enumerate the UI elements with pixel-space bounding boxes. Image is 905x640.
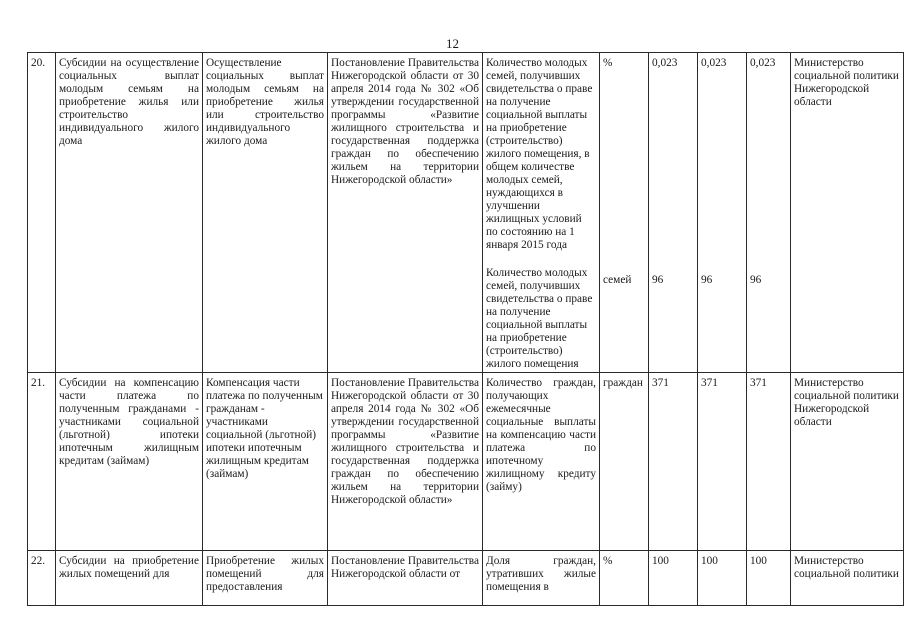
- indicator-value: 96: [750, 274, 762, 286]
- subsidy-name: Субсидии на компенсацию части платежа по полученным гражданами - участниками социальной (льготной) ипотеки ипотечным жилищным кредитам (займам): [56, 373, 203, 551]
- row-number: 21.: [28, 373, 56, 551]
- indicator-unit: %: [603, 57, 613, 69]
- indicator-value: 100: [649, 551, 698, 606]
- subsidy-purpose: Осуществление социальных выплат молодым семьям на приобретение жилья или строительство индивидуального жилого дома: [203, 53, 328, 373]
- indicator-cell: [483, 53, 600, 373]
- indicator-value: 96: [652, 274, 664, 286]
- ministry: Министерство социальной политики Нижегородской области: [791, 373, 904, 551]
- indicator-value: 96: [701, 274, 713, 286]
- indicator-unit: %: [600, 551, 649, 606]
- indicator-value: 100: [747, 551, 791, 606]
- value-cell: [747, 53, 791, 373]
- subsidy-purpose: Компенсация части платежа по полученным гражданам - участниками социальной (льготной) ипотеки ипотечным жилищным кредитам (займам): [203, 373, 328, 551]
- subsidy-name: Субсидии на осуществление социальных выплат молодым семьям на приобретение жилья или строительство индивидуального жилого дома: [56, 53, 203, 373]
- indicator-value: 371: [649, 373, 698, 551]
- ministry: Министерство социальной политики Нижегородской области: [791, 53, 904, 373]
- table-row: [28, 551, 904, 606]
- table-row: [28, 53, 904, 373]
- value-cell: [649, 53, 698, 373]
- indicator-value: 0,023: [652, 57, 678, 69]
- indicator-unit: граждан: [600, 373, 649, 551]
- row-number: 22.: [28, 551, 56, 606]
- indicator-value: 0,023: [701, 57, 727, 69]
- regulation: Постановление Правительства Нижегородской области от 30 апреля 2014 года № 302 «Об утверждении государственной программы «Развитие жилищного строительства и государственная поддержка граждан по обеспечению жильем на территории Нижегородской области»: [328, 53, 483, 373]
- indicator-unit: семей: [603, 274, 632, 286]
- page-number: 12: [446, 36, 459, 51]
- indicator-name: Количество граждан, получающих ежемесячные социальные выплаты на компенсацию части платежа по ипотечному жилищному кредиту (займу): [483, 373, 600, 551]
- row-number: 20.: [28, 53, 56, 373]
- table-row: [28, 373, 904, 551]
- indicator-value: 0,023: [750, 57, 776, 69]
- indicator-value: 371: [698, 373, 747, 551]
- subsidy-table: [27, 52, 904, 606]
- indicator-name: Количество молодых семей, получивших свидетельства о праве на получение социальной выплаты на приобретение (строительство) жилого помещения, в общем количестве молодых семей, нуждающихся в улучшении жилищных условий по состоянию на 1 января 2015 года: [486, 57, 593, 251]
- indicator-name: Доля граждан, утративших жилые помещения в: [483, 551, 600, 606]
- unit-cell: [600, 53, 649, 373]
- regulation: Постановление Правительства Нижегородской области от: [328, 551, 483, 606]
- indicator-value: 100: [698, 551, 747, 606]
- indicator-name: Количество молодых семей, получивших свидетельства о праве на получение социальной выплаты на приобретение (строительство) жилого помещения: [486, 267, 593, 370]
- ministry: Министерство социальной политики: [791, 551, 904, 606]
- regulation: Постановление Правительства Нижегородской области от 30 апреля 2014 года № 302 «Об утверждении государственной программы «Развитие жилищного строительства и государственная поддержка граждан по обеспечению жильем на территории Нижегородской области»: [328, 373, 483, 551]
- value-cell: [698, 53, 747, 373]
- subsidy-name: Субсидии на приобретение жилых помещений для: [56, 551, 203, 606]
- subsidy-purpose: Приобретение жилых помещений для предоставления: [203, 551, 328, 606]
- indicator-value: 371: [747, 373, 791, 551]
